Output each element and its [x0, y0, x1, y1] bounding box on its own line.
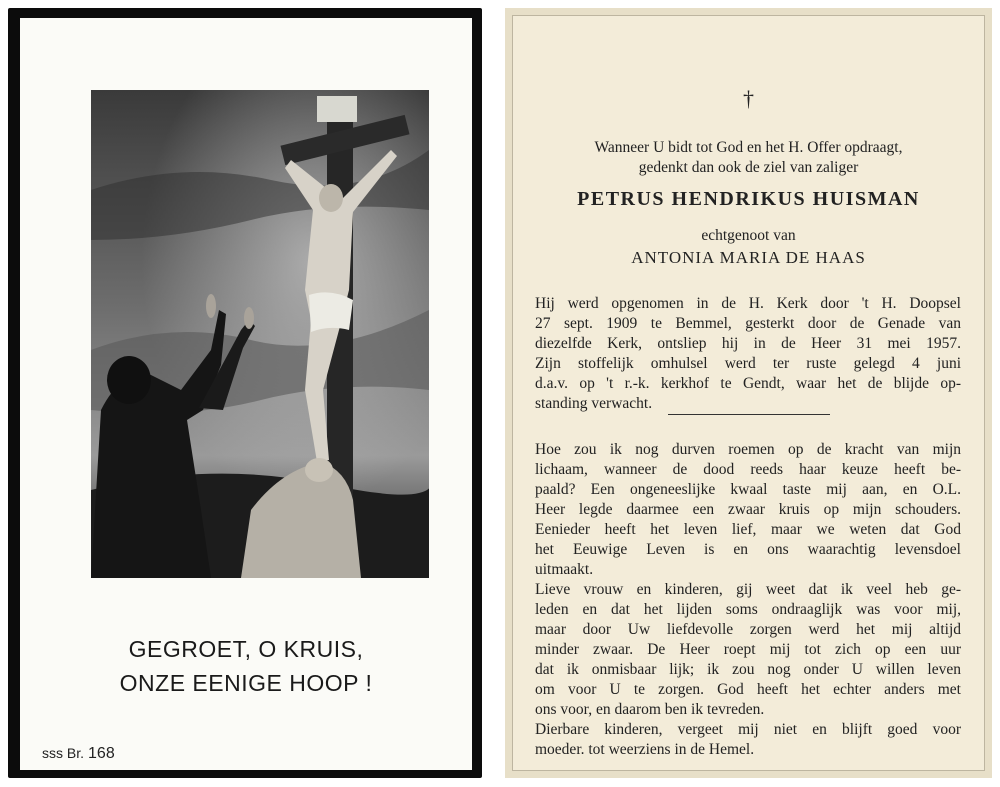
spouse-label: echtgenoot van: [701, 227, 796, 244]
farewell-line: om voor U te zorgen. God heeft het echter anders met: [535, 681, 961, 698]
deceased-name: PETRUS HENDRIKUS HUISMAN: [577, 188, 920, 210]
bio-line: diezelfde Kerk, ontsliep hij in de Heer 31 mei 1957.: [535, 335, 961, 352]
farewell-line: Heer legde daarmee een zwaar kruis op mijn schouders.: [535, 501, 961, 518]
crucifixion-illustration: [91, 90, 429, 578]
memorial-card-front: [8, 8, 482, 778]
farewell-line: minder zwaar. De Heer roept mij tot zich op een uur: [535, 641, 961, 658]
farewell-line: leden en dat het lijden soms ondraaglijk was voor mij,: [535, 601, 961, 618]
bio-line: 27 sept. 1909 te Bemmel, gesterkt door de Genade van: [535, 315, 961, 332]
bio-line: standing verwacht.: [535, 395, 653, 412]
spouse-name: ANTONIA MARIA DE HAAS: [631, 248, 866, 267]
farewell-line: moeder. tot weerziens in de Hemel.: [535, 741, 755, 758]
bio-line: d.a.v. op 't r.-k. kerkhof te Gendt, waar het de blijde op-: [535, 375, 961, 392]
farewell-text: [535, 440, 961, 760]
divider-line: [668, 414, 830, 415]
intro-line-2: gedenkt dan ook de ziel van zaliger: [638, 159, 859, 176]
farewell-line: het Eeuwige Leven is en ons waarachtig levensdoel: [535, 541, 961, 558]
motto-line-1: GEGROET, O KRUIS,: [128, 636, 364, 662]
biography-paragraph: [535, 294, 961, 414]
memorial-card-back: [505, 8, 992, 778]
farewell-line: maar door Uw liefdevolle zorgen werd het mij altijd: [535, 621, 961, 638]
bio-line: Hij werd opgenomen in de H. Kerk door 't H. Doopsel: [535, 295, 961, 312]
catalog-value: 168: [88, 745, 115, 762]
farewell-line: Lieve vrouw en kinderen, gij weet dat ik veel heb ge-: [535, 581, 961, 598]
farewell-line: uitmaakt.: [535, 561, 594, 578]
farewell-line: Dierbare kinderen, vergeet mij niet en blijft goed voor: [535, 721, 961, 738]
farewell-line: ons voor, en daarom ben ik tevreden.: [535, 701, 765, 718]
crucifixion-image: [91, 90, 429, 578]
catalog-number: [42, 745, 115, 763]
farewell-line: lichaam, wanneer de dood reeds haar keuze heeft be-: [535, 461, 961, 478]
cross-symbol: †: [743, 86, 754, 111]
farewell-line: paald? Een ongeneeslijke kwaal taste mij aan, en O.L.: [535, 481, 961, 498]
intro-line-1: Wanneer U bidt tot God en het H. Offer opdraagt,: [594, 139, 903, 156]
farewell-line: Hoe zou ik nog durven roemen op de kracht van mijn: [535, 441, 961, 458]
card-front-paper: [20, 18, 472, 770]
catalog-label: sss Br.: [42, 745, 85, 761]
bio-line: Zijn stoffelijk omhulsel werd ter ruste gelegd 4 juni: [535, 355, 961, 372]
farewell-line: Eenieder heeft het leven lief, maar we weten dat God: [535, 521, 961, 538]
farewell-line: dat ik onmisbaar lijk; ik zou nog onder U willen leven: [535, 661, 961, 678]
motto-line-2: ONZE EENIGE HOOP !: [119, 670, 373, 696]
